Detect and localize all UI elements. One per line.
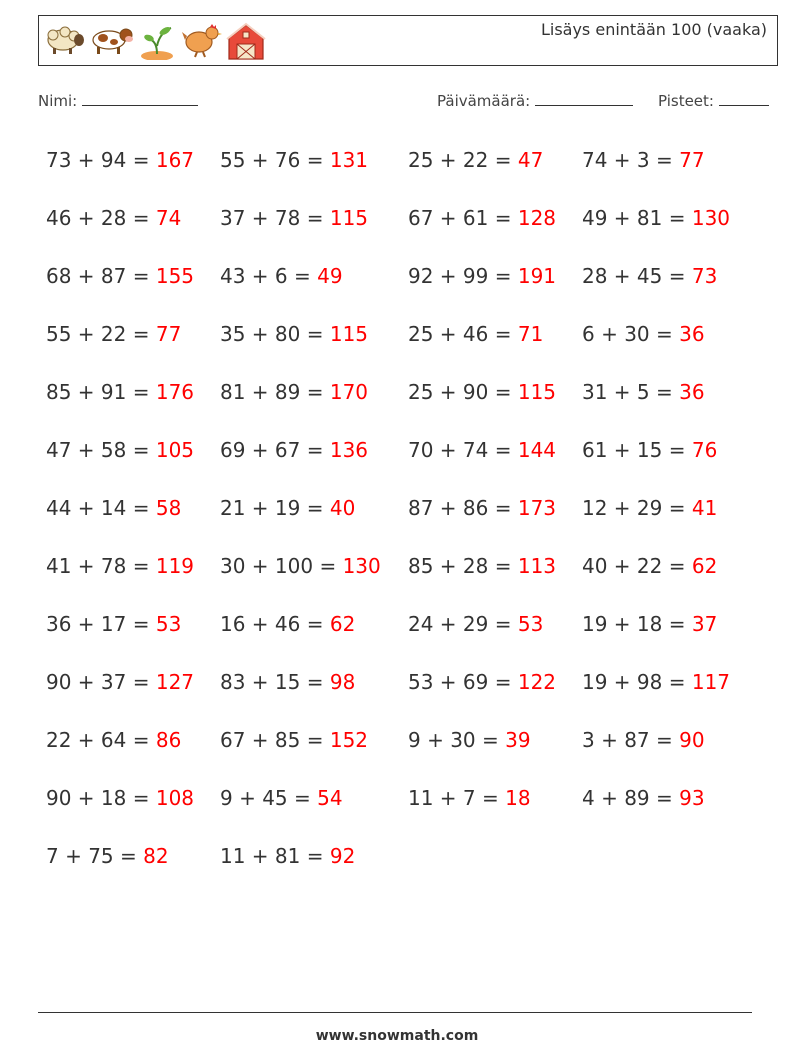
problem-answer: 82 [143,844,169,868]
problem-item [46,554,194,578]
problem-answer: 115 [329,322,369,346]
problem-expression: 67 + 61 = [408,206,512,230]
problem-item [220,844,355,868]
problem-item [582,554,717,578]
problem-expression: 74 + 3 = [582,148,673,172]
barn-icon [225,22,267,60]
problem-item [408,786,531,810]
problem-expression: 19 + 98 = [582,670,686,694]
problem-answer: 58 [155,496,182,520]
footer-divider [38,1012,752,1013]
problem-answer: 49 [317,264,343,288]
problem-item [220,264,343,288]
name-field[interactable] [38,92,198,110]
problem-answer: 117 [691,670,731,694]
problem-expression: 73 + 94 = [46,148,150,172]
problem-expression: 12 + 29 = [582,496,686,520]
problem-answer: 74 [155,206,182,230]
problem-answer: 113 [517,554,557,578]
problem-answer: 105 [155,438,195,462]
problem-answer: 108 [155,786,195,810]
problem-answer: 93 [679,786,705,810]
problem-answer: 53 [517,612,544,636]
problem-answer: 37 [691,612,718,636]
problem-item [220,322,368,346]
problem-item [582,496,717,520]
problem-item [582,670,730,694]
problem-answer: 36 [679,380,705,404]
problem-item [46,206,181,230]
problem-answer: 36 [679,322,705,346]
problem-answer: 131 [329,148,369,172]
problem-item [220,380,368,404]
score-field[interactable] [658,92,769,110]
problem-expression: 40 + 22 = [582,554,686,578]
problem-item [46,380,194,404]
problem-expression: 9 + 45 = [220,786,311,810]
problem-item [582,322,705,346]
score-label: Pisteet: [658,92,714,110]
problem-answer: 130 [691,206,731,230]
problem-item [408,670,556,694]
problem-answer: 155 [155,264,195,288]
problem-item [582,264,717,288]
worksheet-header [38,15,778,66]
problem-answer: 170 [329,380,369,404]
problem-expression: 9 + 30 = [408,728,499,752]
problem-answer: 176 [155,380,195,404]
problem-expression: 28 + 45 = [582,264,686,288]
problem-answer: 173 [517,496,557,520]
problem-item [408,438,556,462]
problem-item [46,496,181,520]
problem-item [582,380,705,404]
problem-item [582,786,705,810]
problem-item [46,612,181,636]
problem-answer: 136 [329,438,369,462]
problem-answer: 191 [517,264,557,288]
problem-item [220,438,368,462]
problem-answer: 115 [517,380,557,404]
date-label: Päivämäärä: [437,92,531,110]
problem-expression: 85 + 91 = [46,380,150,404]
sheep-icon [43,22,85,56]
problem-answer: 18 [505,786,531,810]
problem-answer: 122 [517,670,557,694]
problem-answer: 128 [517,206,557,230]
cow-icon [89,22,133,56]
problem-item [220,728,368,752]
problem-expression: 25 + 90 = [408,380,512,404]
problem-answer: 90 [679,728,705,752]
problem-answer: 115 [329,206,369,230]
problem-item [582,206,730,230]
problem-expression: 21 + 19 = [220,496,324,520]
problem-expression: 70 + 74 = [408,438,512,462]
problem-expression: 25 + 46 = [408,322,512,346]
problem-expression: 46 + 28 = [46,206,150,230]
problem-expression: 37 + 78 = [220,206,324,230]
problem-item [220,786,343,810]
problem-answer: 40 [329,496,356,520]
problem-item [220,554,381,578]
problem-answer: 54 [317,786,343,810]
problem-answer: 144 [517,438,557,462]
score-line[interactable] [719,93,769,106]
problem-answer: 86 [155,728,182,752]
date-line[interactable] [535,93,633,106]
problem-expression: 35 + 80 = [220,322,324,346]
problem-expression: 4 + 89 = [582,786,673,810]
problem-answer: 152 [329,728,369,752]
problem-answer: 39 [505,728,531,752]
problem-answer: 76 [691,438,718,462]
problem-item [46,786,194,810]
problem-item [408,554,556,578]
problem-expression: 61 + 15 = [582,438,686,462]
problem-expression: 55 + 22 = [46,322,150,346]
problem-item [408,264,556,288]
problem-answer: 71 [517,322,544,346]
problem-expression: 87 + 86 = [408,496,512,520]
name-line[interactable] [82,93,198,106]
problem-item [46,322,181,346]
name-label: Nimi: [38,92,78,110]
problem-answer: 53 [155,612,182,636]
problem-answer: 92 [329,844,356,868]
problem-item [408,728,531,752]
problem-item [220,496,355,520]
problem-expression: 67 + 85 = [220,728,324,752]
problem-answer: 119 [155,554,195,578]
problem-answer: 77 [155,322,182,346]
problem-item [408,322,543,346]
worksheet-title: Lisäys enintään 100 (vaaka) [540,20,767,39]
problem-expression: 30 + 100 = [220,554,337,578]
problem-item [220,206,368,230]
problem-item [46,670,194,694]
problem-expression: 92 + 99 = [408,264,512,288]
problem-expression: 69 + 67 = [220,438,324,462]
hen-icon [181,22,223,58]
problem-expression: 6 + 30 = [582,322,673,346]
problem-item [46,264,194,288]
problem-expression: 41 + 78 = [46,554,150,578]
problem-item [46,728,181,752]
problem-expression: 49 + 81 = [582,206,686,230]
problem-item [46,438,194,462]
problem-expression: 31 + 5 = [582,380,673,404]
problem-expression: 22 + 64 = [46,728,150,752]
problem-item [408,206,556,230]
problem-item [582,148,705,172]
problem-answer: 130 [342,554,381,578]
problem-expression: 90 + 18 = [46,786,150,810]
problem-answer: 167 [155,148,195,172]
problem-item [408,612,543,636]
problem-expression: 36 + 17 = [46,612,150,636]
problem-item [582,612,717,636]
problem-expression: 90 + 37 = [46,670,150,694]
date-field[interactable] [437,92,633,110]
problem-item [46,844,169,868]
problem-answer: 127 [155,670,195,694]
problem-item [582,728,705,752]
problem-expression: 55 + 76 = [220,148,324,172]
problem-item [408,496,556,520]
problem-expression: 25 + 22 = [408,148,512,172]
problem-answer: 77 [679,148,705,172]
problem-item [220,612,355,636]
problem-expression: 11 + 81 = [220,844,324,868]
problem-expression: 68 + 87 = [46,264,150,288]
problem-item [408,148,543,172]
problem-item [220,670,355,694]
footer-url: www.snowmath.com [315,1028,479,1044]
problem-expression: 7 + 75 = [46,844,137,868]
problem-answer: 41 [691,496,718,520]
problem-expression: 3 + 87 = [582,728,673,752]
problem-expression: 24 + 29 = [408,612,512,636]
problem-expression: 81 + 89 = [220,380,324,404]
problem-answer: 98 [329,670,356,694]
problem-item [46,148,194,172]
problem-answer: 73 [691,264,718,288]
problem-expression: 83 + 15 = [220,670,324,694]
problem-item [582,438,717,462]
problem-answer: 62 [691,554,718,578]
problem-expression: 44 + 14 = [46,496,150,520]
problem-expression: 47 + 58 = [46,438,150,462]
sprout-icon [137,22,177,60]
problem-expression: 53 + 69 = [408,670,512,694]
problem-answer: 62 [329,612,356,636]
problem-item [220,148,368,172]
problem-answer: 47 [517,148,544,172]
problem-expression: 43 + 6 = [220,264,311,288]
problem-expression: 19 + 18 = [582,612,686,636]
problem-expression: 85 + 28 = [408,554,512,578]
problem-expression: 16 + 46 = [220,612,324,636]
problem-item [408,380,556,404]
problem-expression: 11 + 7 = [408,786,499,810]
